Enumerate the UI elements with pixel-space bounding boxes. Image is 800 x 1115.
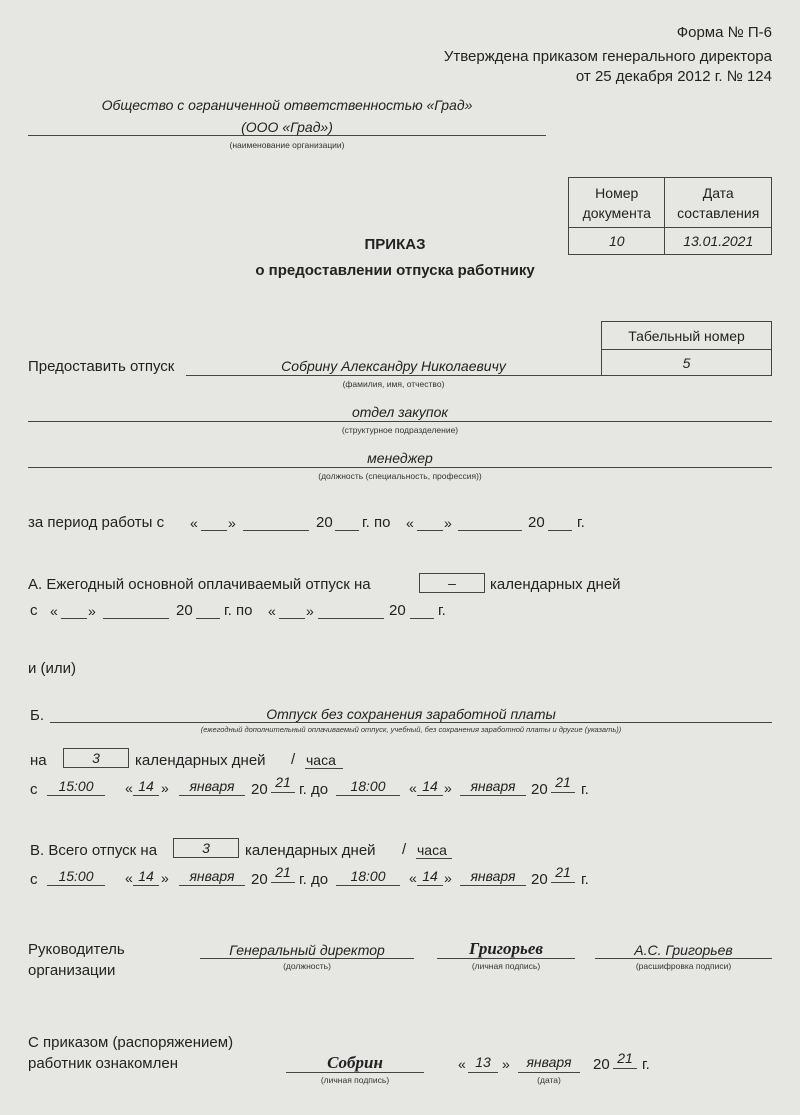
- period-from-year-line: [335, 530, 359, 531]
- section-b-from-time-line: [47, 795, 105, 796]
- section-c-end: г.: [581, 871, 589, 888]
- section-b-to-year: 21: [555, 774, 571, 790]
- tab-number-table: [601, 321, 772, 376]
- doc-number-value: 10: [569, 228, 665, 255]
- head-label-line1: Руководитель: [28, 941, 125, 958]
- ack-year: 21: [617, 1050, 633, 1066]
- section-b-hours-line: [305, 768, 343, 769]
- org-name-line1: Общество с ограниченной ответственностью «Град»: [101, 97, 473, 113]
- section-a-from-quote-close: »: [88, 603, 96, 619]
- doc-date-header: Дата составления: [665, 178, 772, 228]
- section-a-to-quote-close: »: [306, 603, 314, 619]
- section-b-to-quote-open: «: [409, 780, 417, 796]
- org-name-line2: (ООО «Град»): [241, 119, 333, 135]
- ack-quote-close: »: [502, 1056, 510, 1072]
- section-c-from-day-line: [133, 885, 159, 886]
- head-label-line2: организации: [28, 962, 116, 979]
- section-b-from-year-line: [271, 792, 295, 793]
- position-line: [28, 467, 772, 468]
- section-c-from-month-line: [179, 885, 245, 886]
- tab-number-header: Табельный номер: [602, 322, 772, 350]
- section-b-to-quote-close: »: [444, 780, 452, 796]
- department-line: [28, 421, 772, 422]
- employee-name-caption: (фамилия, имя, отчество): [342, 379, 445, 389]
- head-signature-caption: (личная подпись): [471, 961, 541, 971]
- period-to-quote-close: »: [444, 515, 452, 531]
- position: менеджер: [367, 450, 433, 466]
- section-b-to-time: 18:00: [350, 778, 386, 794]
- and-or-label: и (или): [28, 660, 77, 677]
- section-b-to-day: 14: [422, 778, 438, 794]
- head-signature: Григорьев: [469, 939, 543, 958]
- section-c-to-quote-close: »: [444, 870, 452, 886]
- section-a-from-day-line: [61, 618, 87, 619]
- ack-date-caption: (дата): [537, 1075, 561, 1085]
- section-b-label: Б.: [30, 707, 45, 724]
- section-a-to-quote-open: «: [268, 603, 276, 619]
- section-a-days-label: календарных дней: [490, 576, 621, 593]
- head-position: Генеральный директор: [229, 942, 385, 958]
- ack-quote-open: «: [458, 1056, 466, 1072]
- section-a-from-label: с: [30, 602, 38, 619]
- tab-number-value: 5: [602, 350, 772, 376]
- ack-label-line2: работник ознакомлен: [28, 1055, 178, 1072]
- section-c-to-month: января: [470, 868, 516, 884]
- head-decoding-line: [595, 958, 772, 959]
- section-c-days-box: 3: [173, 838, 239, 858]
- approval-line: Утверждена приказом генерального директора: [443, 48, 772, 65]
- period-label: за период работы с: [28, 514, 165, 531]
- section-b-from-month: января: [189, 778, 235, 794]
- section-b-from-day-line: [133, 795, 159, 796]
- period-to-label: г. по: [362, 514, 391, 531]
- section-c-from-year: 21: [275, 864, 291, 880]
- head-position-caption: (должность): [283, 961, 331, 971]
- doc-table: [568, 177, 772, 255]
- ack-month-line: [518, 1072, 580, 1073]
- section-c-to-time-line: [336, 885, 400, 886]
- section-a-end: г.: [438, 602, 446, 619]
- ack-month: января: [526, 1054, 572, 1070]
- form-number: Форма № П-6: [676, 24, 772, 41]
- section-c-hours-label: часа: [417, 842, 447, 858]
- ack-signature: Собрин: [327, 1053, 383, 1072]
- section-c-to-year-prefix: 20: [531, 871, 548, 888]
- section-b-from-year: 21: [275, 774, 291, 790]
- section-a-from-month-line: [103, 618, 169, 619]
- section-b-from-quote-open: «: [125, 780, 133, 796]
- section-c-days-label: календарных дней: [245, 842, 376, 859]
- head-position-line: [200, 958, 414, 959]
- section-b-to-time-line: [336, 795, 400, 796]
- period-to-day-line: [417, 530, 443, 531]
- section-b-type-caption: (ежегодный дополнительный оплачиваемый отпуск, учебный, без сохранения заработной платы и другие (указать)): [200, 725, 622, 734]
- section-c-label: В. Всего отпуск на: [30, 842, 158, 859]
- section-c-to-year-line: [551, 882, 575, 883]
- section-c-from-quote-close: »: [161, 870, 169, 886]
- page-title: ПРИКАЗ: [364, 236, 426, 253]
- section-c-hours-line: [416, 858, 452, 859]
- section-b-from-quote-close: »: [161, 780, 169, 796]
- section-b-from-day: 14: [138, 778, 154, 794]
- period-from-quote-close: »: [228, 515, 236, 531]
- period-to-quote-open: «: [406, 515, 414, 531]
- section-b-from-time: 15:00: [58, 778, 94, 794]
- section-b-days-label: календарных дней: [135, 752, 266, 769]
- section-c-from-time-line: [47, 885, 105, 886]
- employee-name: Собрину Александру Николаевичу: [281, 358, 506, 374]
- doc-number-header: Номер документа: [569, 178, 665, 228]
- section-c-from-year-line: [271, 882, 295, 883]
- section-a-to-year-line: [410, 618, 434, 619]
- section-b-to-month: января: [470, 778, 516, 794]
- section-c-from-label: с: [30, 871, 38, 888]
- section-a-to-label: г. по: [224, 602, 253, 619]
- ack-day: 13: [475, 1054, 491, 1070]
- section-b-on-label: на: [30, 752, 47, 769]
- section-c-from-day: 14: [138, 868, 154, 884]
- section-b-slash: /: [291, 751, 296, 768]
- period-from-quote-open: «: [190, 515, 198, 531]
- ack-year-prefix: 20: [593, 1056, 610, 1073]
- section-c-to-year: 21: [555, 864, 571, 880]
- section-c-from-year-prefix: 20: [251, 871, 268, 888]
- section-c-to-day: 14: [422, 868, 438, 884]
- position-caption: (должность (специальность, профессия)): [318, 471, 482, 481]
- section-a-to-day-line: [279, 618, 305, 619]
- section-b-to-day-line: [417, 795, 443, 796]
- section-b-days-box: 3: [63, 748, 129, 768]
- doc-date-value: 13.01.2021: [665, 228, 772, 255]
- section-b-to-label: г. до: [299, 781, 329, 798]
- approval-date: от 25 декабря 2012 г. № 124: [575, 68, 772, 85]
- section-c-from-month: января: [189, 868, 235, 884]
- section-a-label: А. Ежегодный основной оплачиваемый отпуск на: [28, 576, 371, 593]
- period-from-month-line: [243, 530, 309, 531]
- period-end: г.: [577, 514, 585, 531]
- department: отдел закупок: [352, 404, 448, 420]
- section-b-to-year-prefix: 20: [531, 781, 548, 798]
- page-subtitle: о предоставлении отпуска работнику: [255, 262, 535, 279]
- section-b-hours-label: часа: [306, 752, 336, 768]
- head-decoding: А.С. Григорьев: [634, 942, 733, 958]
- section-c-to-time: 18:00: [350, 868, 386, 884]
- org-underline: [28, 135, 546, 136]
- period-from-day-line: [201, 530, 227, 531]
- section-c-from-time: 15:00: [58, 868, 94, 884]
- section-b-from-year-prefix: 20: [251, 781, 268, 798]
- section-b-from-label: с: [30, 781, 38, 798]
- ack-signature-caption: (личная подпись): [320, 1075, 390, 1085]
- period-to-month-line: [458, 530, 522, 531]
- section-c-to-month-line: [460, 885, 526, 886]
- org-caption: (наименование организации): [229, 140, 345, 150]
- ack-year-line: [613, 1068, 637, 1069]
- head-signature-line: [437, 958, 575, 959]
- section-b-type: Отпуск без сохранения заработной платы: [266, 706, 556, 722]
- section-b-to-year-line: [551, 792, 575, 793]
- section-c-to-label: г. до: [299, 871, 329, 888]
- section-c-from-quote-open: «: [125, 870, 133, 886]
- section-a-from-quote-open: «: [50, 603, 58, 619]
- section-c-to-quote-open: «: [409, 870, 417, 886]
- section-b-type-line: [50, 722, 772, 723]
- ack-label-line1: С приказом (распоряжением): [28, 1034, 234, 1051]
- period-from-year-prefix: 20: [316, 514, 333, 531]
- section-c-to-day-line: [417, 885, 443, 886]
- ack-day-line: [468, 1072, 498, 1073]
- section-b-from-month-line: [179, 795, 245, 796]
- section-a-to-year-prefix: 20: [389, 602, 406, 619]
- ack-signature-line: [286, 1072, 424, 1073]
- department-caption: (структурное подразделение): [341, 425, 459, 435]
- section-c-slash: /: [402, 841, 407, 858]
- head-decoding-caption: (расшифровка подписи): [635, 961, 732, 971]
- section-a-from-year-line: [196, 618, 220, 619]
- ack-end: г.: [642, 1056, 650, 1073]
- period-to-year-line: [548, 530, 572, 531]
- section-a-days-box: –: [419, 573, 485, 593]
- period-to-year-prefix: 20: [528, 514, 545, 531]
- employee-name-line: [186, 375, 601, 376]
- section-a-to-month-line: [318, 618, 384, 619]
- section-b-to-month-line: [460, 795, 526, 796]
- section-b-end: г.: [581, 781, 589, 798]
- grant-leave-label: Предоставить отпуск: [28, 358, 175, 375]
- section-a-from-year-prefix: 20: [176, 602, 193, 619]
